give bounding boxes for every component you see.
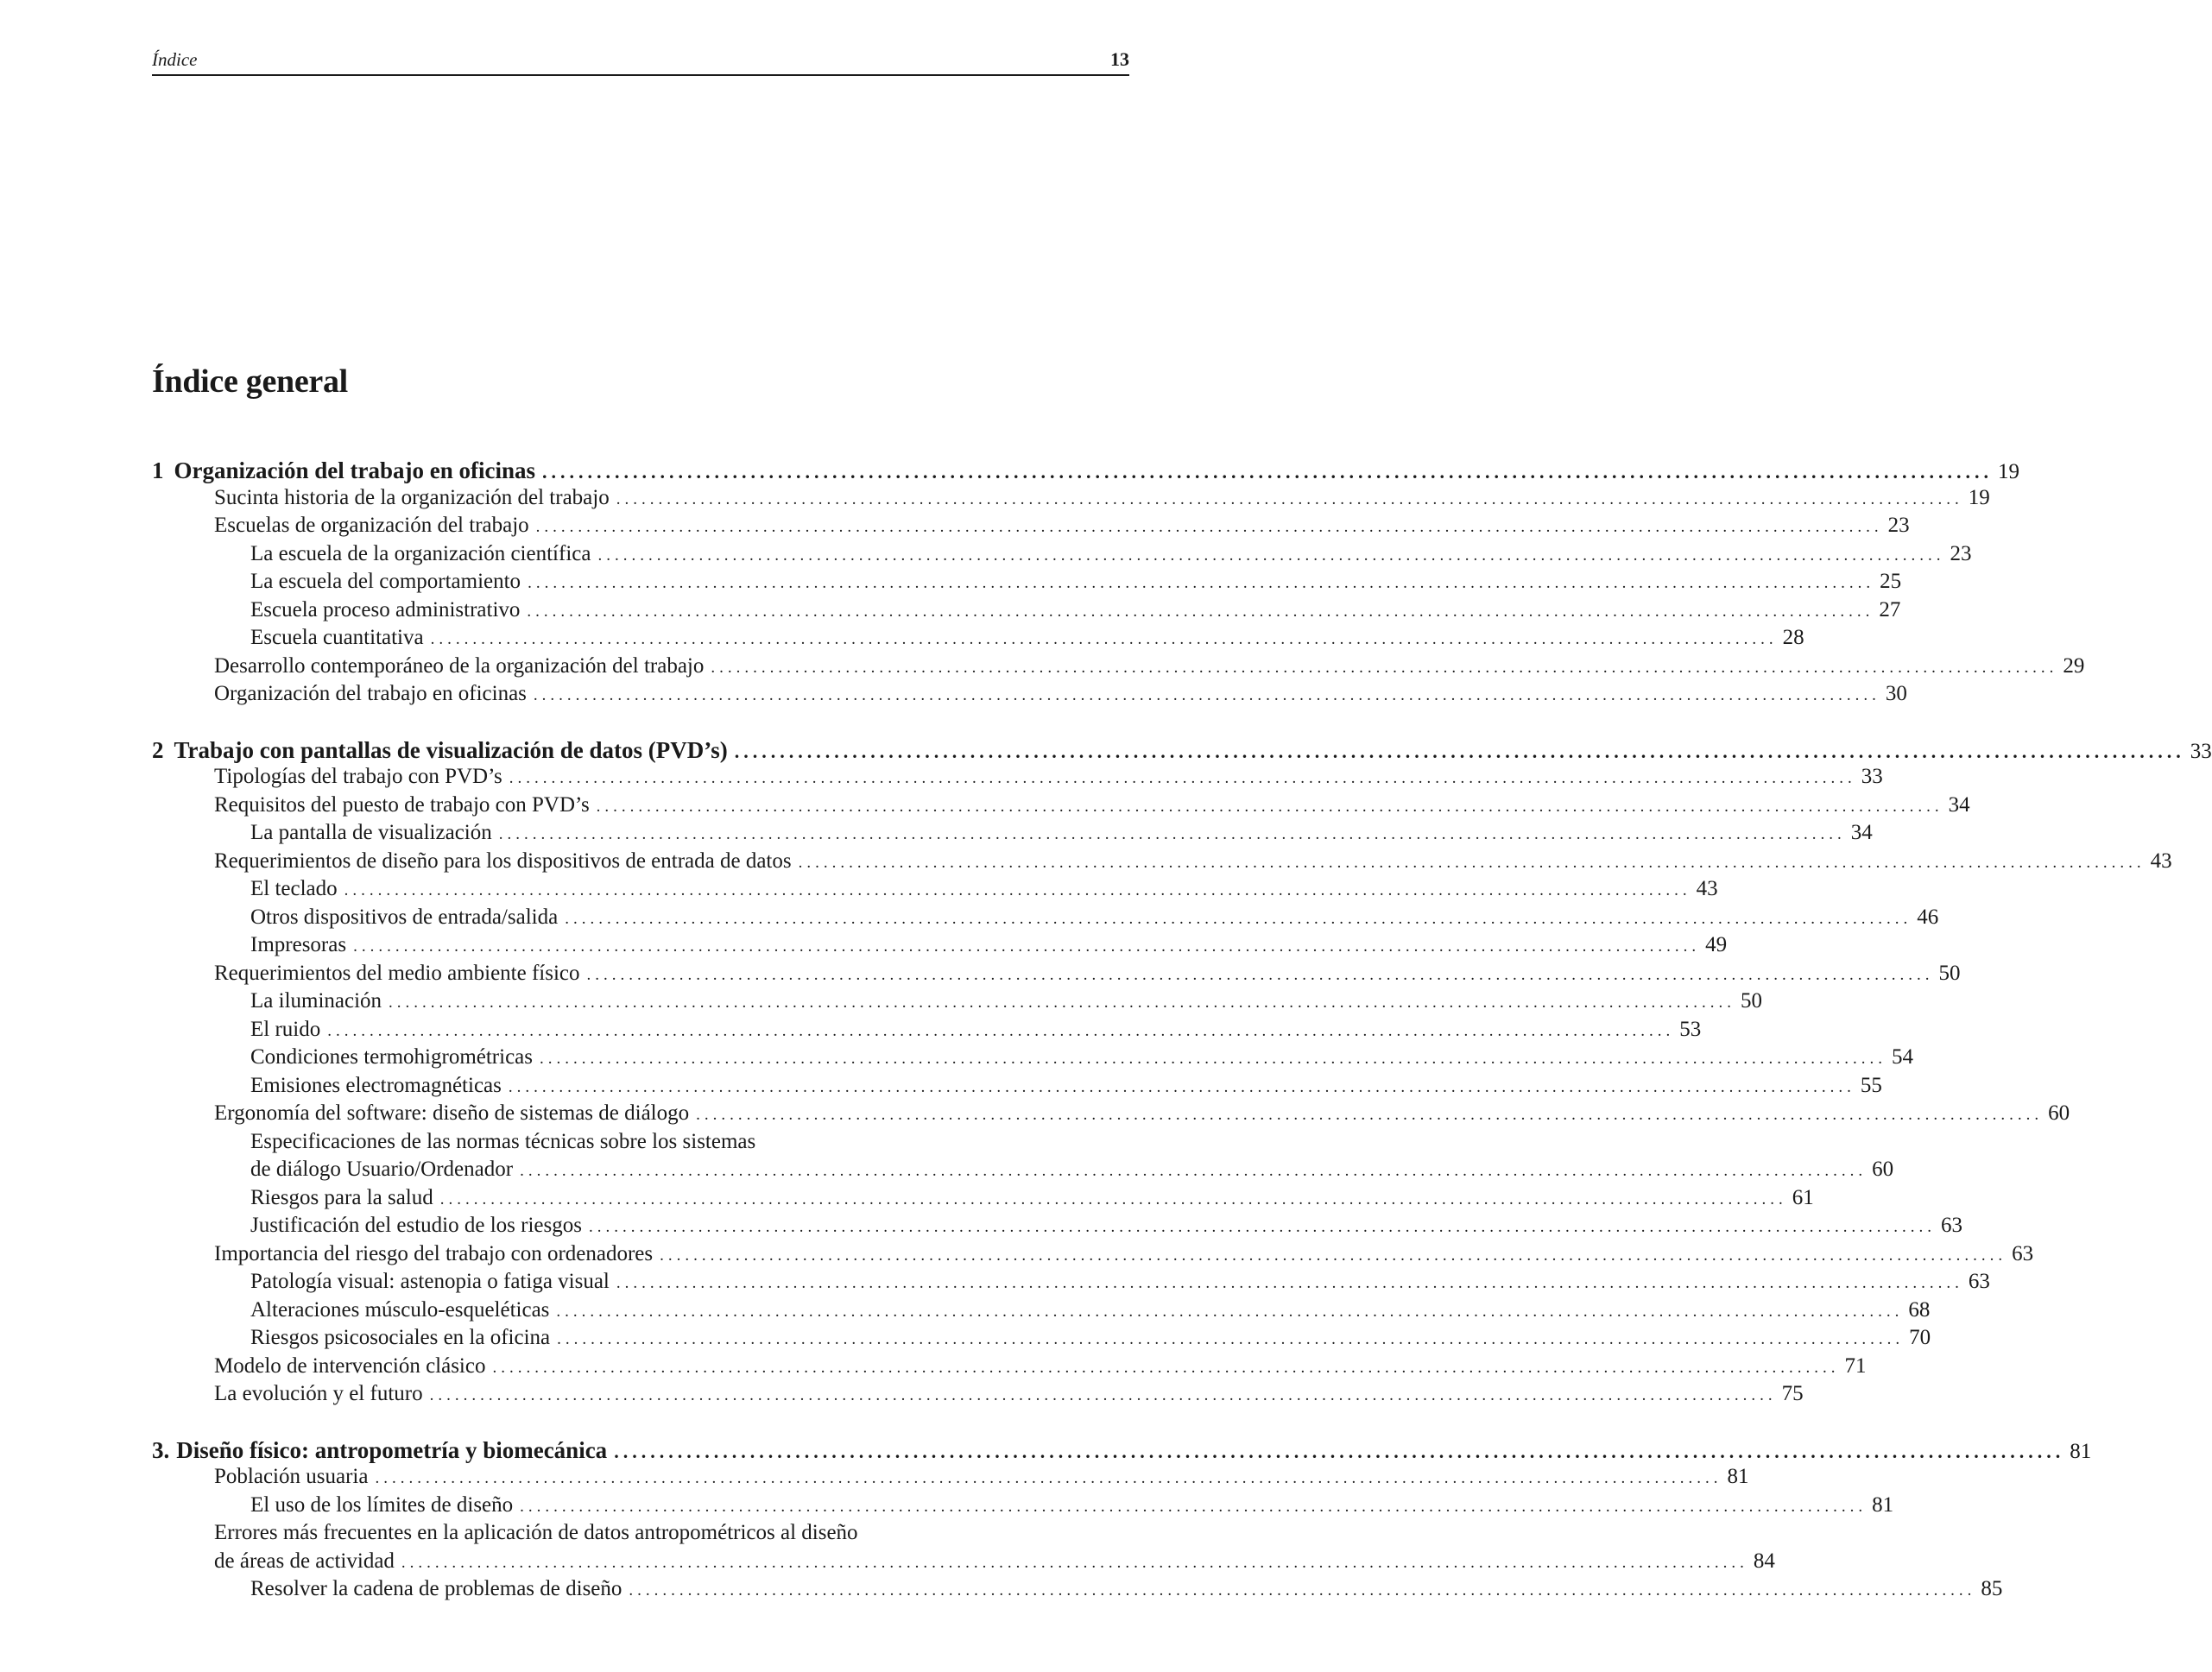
toc-entry xyxy=(152,792,1970,822)
toc-subentry xyxy=(152,877,1718,905)
toc-subentry xyxy=(152,989,1763,1018)
page-ref: 81 xyxy=(1727,1465,1749,1488)
toc-subentry xyxy=(152,570,1902,598)
entry-title: Escuela proceso administrativo xyxy=(250,597,521,621)
toc-entry xyxy=(152,1101,2070,1130)
dot-leader: ................................................................................................................................................................ xyxy=(520,1497,1868,1516)
toc-subentry xyxy=(152,1130,1129,1158)
dot-leader: ................................................................................................................................................................ xyxy=(327,1021,1675,1040)
entry-title-continuation: de diálogo Usuario/Ordenador xyxy=(250,1158,514,1181)
entry-title: Ergonomía del software: diseño de sistemas de diálogo xyxy=(214,1101,690,1125)
page-ref: 34 xyxy=(1850,821,1873,844)
page-ref: 34 xyxy=(1948,792,1970,817)
page-ref: 63 xyxy=(2012,1241,2034,1265)
toc-chapter-3 xyxy=(152,1436,2092,1606)
page-ref: 25 xyxy=(1880,570,1902,593)
chapter-title: Trabajo con pantallas de visualización de datos (PVD’s) xyxy=(174,736,728,763)
entry-title: Modelo de intervención clásico xyxy=(214,1353,486,1378)
toc-subentry xyxy=(152,1185,1814,1215)
dot-leader: ................................................................................................................................................................ xyxy=(596,797,1943,816)
dot-leader: ................................................................................................................................................................ xyxy=(344,881,1691,899)
dot-leader: ................................................................................................................................................................ xyxy=(498,825,1846,843)
page-ref: 54 xyxy=(1892,1045,1914,1069)
entry-title: Importancia del riesgo del trabajo con ordenadores xyxy=(214,1241,654,1265)
toc-entry xyxy=(152,653,2085,683)
page-ref: 19 xyxy=(1997,460,2019,483)
page-ref: 50 xyxy=(1741,989,1763,1013)
toc-subentry xyxy=(152,905,1939,934)
dot-leader: ................................................................................................................................................................ xyxy=(616,1274,1963,1292)
toc-subentry xyxy=(152,626,1804,654)
page-ref: 68 xyxy=(1908,1297,1931,1322)
dot-leader: ................................................................................................................................................................ xyxy=(616,489,1963,508)
dot-leader: ................................................................................................................................................................ xyxy=(527,602,1874,621)
toc-subentry xyxy=(152,1326,1931,1354)
chapter-title: Diseño físico: antropometría y biomecánica xyxy=(176,1436,608,1463)
page-ref: 55 xyxy=(1860,1073,1882,1097)
entry-title: Escuela cuantitativa xyxy=(250,626,424,649)
dot-leader: ................................................................................................................................................................ xyxy=(597,546,1945,565)
toc-subentry xyxy=(152,1270,1990,1298)
entry-title: El teclado xyxy=(250,877,338,900)
dot-leader: ................................................................................................................................................................ xyxy=(375,1469,1722,1487)
toc-entry xyxy=(152,1521,1129,1549)
toc-entry xyxy=(152,682,1907,710)
entry-title: Requerimientos de diseño para los dispositivos de entrada de datos xyxy=(214,849,792,873)
page-ref: 71 xyxy=(1844,1353,1867,1378)
toc-chapter-heading xyxy=(152,736,2212,766)
page-ref: 60 xyxy=(2048,1101,2070,1125)
page-ref: 27 xyxy=(1879,597,1901,621)
running-header xyxy=(152,48,1129,76)
entry-title: Otros dispositivos de entrada/salida xyxy=(250,905,559,929)
toc-chapter-1 xyxy=(152,457,2085,710)
toc-entry xyxy=(152,1241,2034,1271)
page-ref: 23 xyxy=(1950,541,1972,565)
entry-title: Escuelas de organización del trabajo xyxy=(214,514,529,537)
dot-leader: ................................................................................................................................................................ xyxy=(533,686,1880,704)
entry-title: La iluminación xyxy=(250,989,382,1013)
dot-leader: ................................................................................................................................................................ xyxy=(629,1581,1976,1599)
dot-leader: ................................................................................................................................................................ xyxy=(508,1077,1855,1096)
page-ref: 85 xyxy=(1981,1577,2003,1600)
page-ref: 29 xyxy=(2063,653,2085,678)
toc-chapter-2 xyxy=(152,736,2212,1410)
page-ref: 43 xyxy=(2150,849,2172,873)
entry-title: Impresoras xyxy=(250,933,347,956)
dot-leader: ................................................................................................................................................................ xyxy=(401,1553,1748,1572)
dot-leader: ................................................................................................................................................................ xyxy=(439,1189,1787,1208)
toc-subentry xyxy=(152,1492,1894,1522)
entry-title: La evolución y el futuro xyxy=(214,1382,423,1405)
toc-subentry xyxy=(152,1073,1882,1102)
page-ref: 49 xyxy=(1705,933,1728,956)
page-ref: 61 xyxy=(1792,1185,1814,1209)
toc-subentry-continuation xyxy=(152,1158,1894,1186)
entry-title: Riesgos psicosociales en la oficina xyxy=(250,1326,551,1349)
page-ref: 28 xyxy=(1782,626,1804,649)
dot-leader: ................................................................................................................................................................ xyxy=(798,853,2146,872)
entry-title: Organización del trabajo en oficinas xyxy=(214,682,527,705)
entry-title: Patología visual: astenopia o fatiga visual xyxy=(250,1270,610,1293)
page-ref: 84 xyxy=(1753,1549,1775,1573)
dot-leader: ................................................................................................................................................................ xyxy=(660,1246,2007,1265)
toc-entry xyxy=(152,1465,1749,1493)
page-ref: 63 xyxy=(1940,1214,1962,1237)
entry-title: Resolver la cadena de problemas de diseño xyxy=(250,1577,623,1600)
toc-chapter-heading xyxy=(152,457,2019,486)
toc-entry xyxy=(152,485,1990,514)
toc-entry xyxy=(152,514,1910,542)
running-header-title: Índice xyxy=(152,49,198,70)
entry-title: Sucinta historia de la organización del trabajo xyxy=(214,485,610,509)
toc-entry xyxy=(152,1382,1804,1410)
entry-title: El uso de los límites de diseño xyxy=(250,1492,514,1517)
toc-chapter-heading xyxy=(152,1436,2092,1466)
toc-subentry xyxy=(152,1577,2003,1606)
page-ref: 33 xyxy=(2190,739,2212,763)
toc-subentry xyxy=(152,597,1901,627)
page-ref: 33 xyxy=(1861,765,1883,788)
entry-title-continuation: de áreas de actividad xyxy=(214,1549,395,1573)
dot-leader: ................................................................................................................................................................ xyxy=(711,658,2058,677)
entry-title: Tipologías del trabajo con PVD’s xyxy=(214,765,502,788)
entry-title: Requerimientos del medio ambiente físico xyxy=(214,961,580,985)
page-ref: 60 xyxy=(1872,1158,1894,1181)
dot-leader: ................................................................................................................................................................ xyxy=(430,630,1778,648)
entry-title: Población usuaria xyxy=(214,1465,369,1488)
toc-subentry xyxy=(152,1297,1931,1327)
page-ref: 63 xyxy=(1968,1270,1990,1293)
toc-entry xyxy=(152,1353,1867,1383)
entry-title: La escuela de la organización científica xyxy=(250,541,591,565)
page-number: 13 xyxy=(1110,48,1129,70)
dot-leader: ................................................................................................................................................................ xyxy=(586,965,1934,984)
dot-leader: ................................................................................................................................................................ xyxy=(614,1440,2065,1462)
toc-subentry xyxy=(152,933,1728,962)
dot-leader: ................................................................................................................................................................ xyxy=(389,994,1736,1012)
dot-leader: ................................................................................................................................................................ xyxy=(565,909,1912,928)
dot-leader: ................................................................................................................................................................ xyxy=(557,1330,1905,1348)
toc-entry xyxy=(152,765,1883,793)
chapter-number: 1 xyxy=(152,457,164,483)
dot-leader: ................................................................................................................................................................ xyxy=(528,574,1875,592)
dot-leader: ................................................................................................................................................................ xyxy=(696,1106,2044,1124)
entry-title: Errores más frecuentes en la aplicación de datos antropométricos al diseño xyxy=(214,1521,858,1544)
chapter-title: Organización del trabajo en oficinas xyxy=(174,457,535,483)
entry-title: El ruido xyxy=(250,1017,321,1041)
dot-leader: ................................................................................................................................................................ xyxy=(734,740,2185,762)
dot-leader: ................................................................................................................................................................ xyxy=(556,1302,1904,1321)
page-ref: 19 xyxy=(1968,485,1990,509)
toc-subentry xyxy=(152,1045,1914,1074)
page-title: Índice general xyxy=(152,363,348,400)
entry-title: Emisiones electromagnéticas xyxy=(250,1073,502,1097)
toc-subentry xyxy=(152,821,1873,849)
page-ref: 43 xyxy=(1696,877,1718,900)
page-ref: 23 xyxy=(1887,514,1910,537)
dot-leader: ................................................................................................................................................................ xyxy=(520,1162,1868,1180)
toc-subentry xyxy=(152,541,1972,571)
dot-leader: ................................................................................................................................................................ xyxy=(509,769,1856,787)
toc-entry xyxy=(152,849,2172,878)
entry-title: La pantalla de visualización xyxy=(250,821,492,844)
entry-title: Requisitos del puesto de trabajo con PVD’s xyxy=(214,792,590,817)
toc-subentry xyxy=(152,1017,1702,1046)
entry-title: Especificaciones de las normas técnicas sobre los sistemas xyxy=(250,1129,756,1153)
page-ref: 70 xyxy=(1909,1326,1931,1349)
page-ref: 53 xyxy=(1679,1017,1702,1041)
toc-entry-continuation xyxy=(152,1549,1775,1578)
dot-leader: ................................................................................................................................................................ xyxy=(535,518,1883,536)
dot-leader: ................................................................................................................................................................ xyxy=(541,461,1993,483)
page-ref: 81 xyxy=(1872,1492,1894,1517)
dot-leader: ................................................................................................................................................................ xyxy=(588,1218,1936,1236)
dot-leader: ................................................................................................................................................................ xyxy=(429,1386,1777,1404)
page-ref: 30 xyxy=(1885,682,1907,705)
toc-subentry xyxy=(152,1214,1962,1242)
entry-title: Justificación del estudio de los riesgos xyxy=(250,1214,582,1237)
table-of-contents xyxy=(152,457,2212,1632)
entry-title: Condiciones termohigrométricas xyxy=(250,1045,534,1069)
chapter-number: 3. xyxy=(152,1436,170,1463)
dot-leader: ................................................................................................................................................................ xyxy=(353,937,1701,956)
page-ref: 75 xyxy=(1781,1382,1804,1405)
dot-leader: ................................................................................................................................................................ xyxy=(492,1358,1840,1377)
chapter-number: 2 xyxy=(152,736,164,763)
page-ref: 50 xyxy=(1938,961,1961,985)
dot-leader: ................................................................................................................................................................ xyxy=(540,1050,1887,1068)
entry-title: La escuela del comportamiento xyxy=(250,570,521,593)
entry-title: Alteraciones músculo-esqueléticas xyxy=(250,1297,550,1322)
toc-entry xyxy=(152,961,1961,990)
entry-title: Desarrollo contemporáneo de la organización del trabajo xyxy=(214,653,705,678)
entry-title: Riesgos para la salud xyxy=(250,1185,433,1209)
page-ref: 46 xyxy=(1917,905,1939,929)
page-ref: 81 xyxy=(2070,1439,2092,1463)
